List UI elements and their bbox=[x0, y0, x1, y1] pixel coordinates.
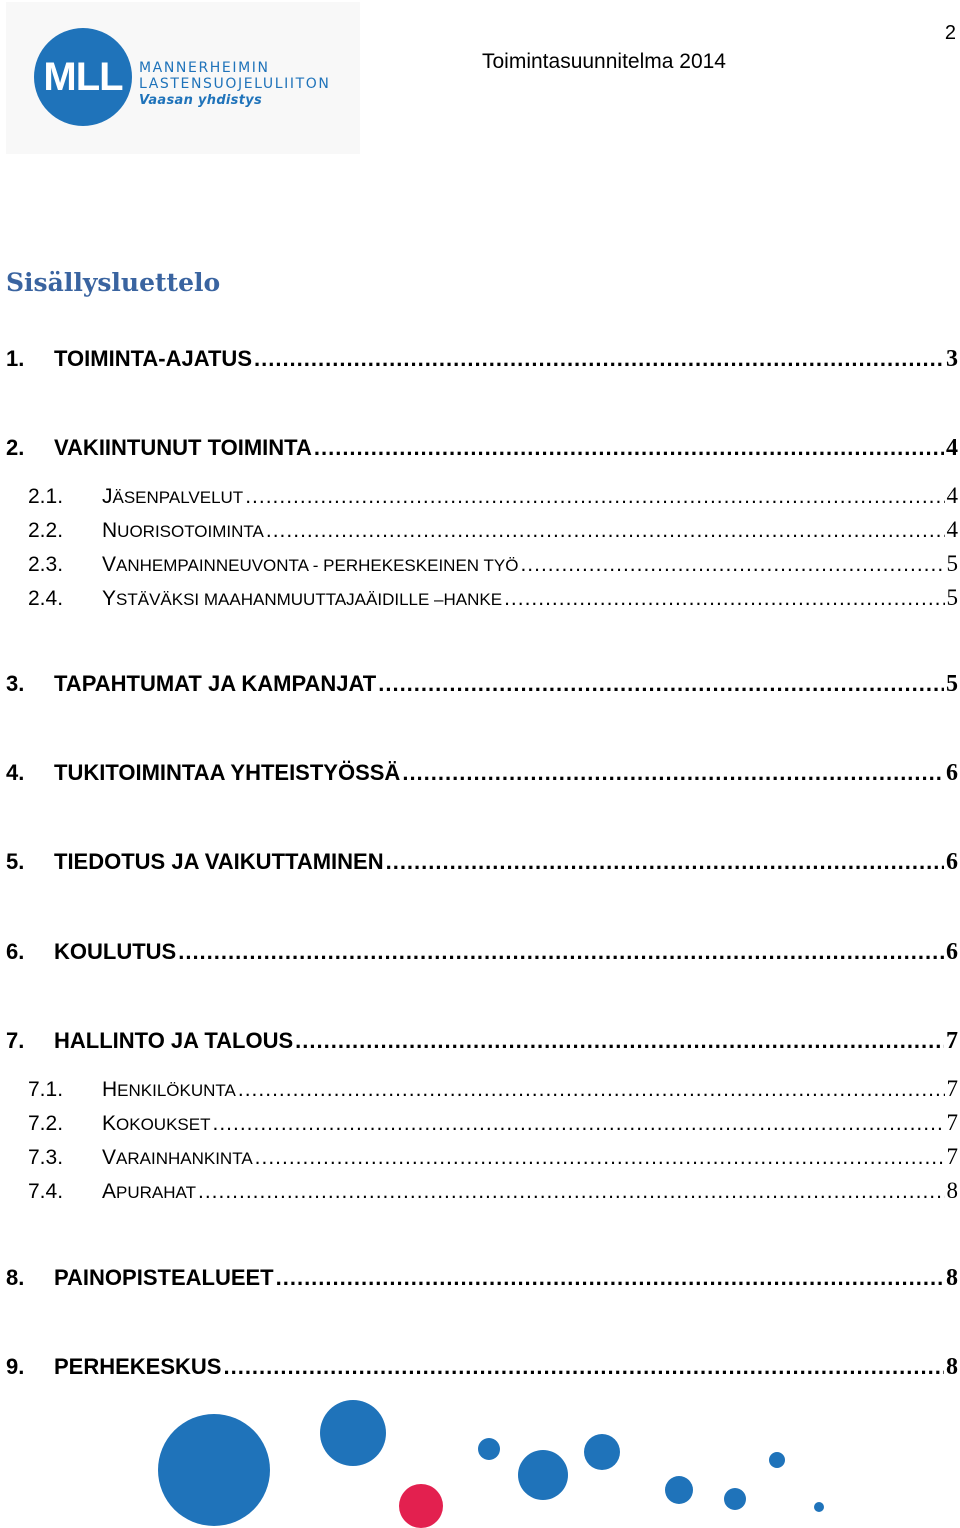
toc-heading: Sisällysluettelo bbox=[6, 268, 221, 297]
toc-dot-leader bbox=[223, 1354, 944, 1380]
toc-entry-number: 7.2. bbox=[28, 1112, 64, 1135]
toc-entry-2-3[interactable] bbox=[6, 551, 958, 577]
toc-entry-number: 2.4. bbox=[28, 587, 64, 610]
toc-dot-leader bbox=[314, 435, 944, 461]
toc-dot-leader bbox=[198, 1180, 945, 1204]
toc-entry-page: 6 bbox=[946, 849, 958, 875]
decorative-dot bbox=[814, 1502, 824, 1512]
logo-text bbox=[139, 60, 330, 110]
toc-dot-leader bbox=[520, 553, 944, 577]
toc-entry-page: 4 bbox=[946, 435, 958, 461]
toc-entry-7-1[interactable] bbox=[6, 1076, 958, 1102]
logo-abbreviation: MLL bbox=[43, 55, 123, 99]
decorative-dot bbox=[769, 1452, 785, 1468]
toc-dot-leader bbox=[212, 1112, 944, 1136]
toc-dot-leader bbox=[504, 587, 944, 611]
toc-entry-2-4[interactable] bbox=[6, 585, 958, 611]
toc-entry-title: JÄSENPALVELUT bbox=[102, 485, 244, 508]
decorative-dot bbox=[584, 1434, 620, 1470]
toc-entry-number: 3. bbox=[6, 671, 25, 696]
page-number: 2 bbox=[944, 22, 956, 44]
toc-entry-title: TUKITOIMINTAA YHTEISTYÖSSÄ bbox=[54, 760, 401, 785]
toc-entry-number: 9. bbox=[6, 1354, 25, 1379]
toc-entry-page: 5 bbox=[946, 551, 958, 576]
toc-dot-leader bbox=[386, 849, 944, 875]
toc-entry-number: 7.4. bbox=[28, 1180, 64, 1203]
toc-entry-2-2[interactable] bbox=[6, 517, 958, 543]
logo-line-3: Vaasan yhdistys bbox=[139, 93, 263, 108]
toc-entry-title: KOKOUKSET bbox=[102, 1112, 211, 1135]
decorative-dot bbox=[158, 1414, 270, 1526]
toc-entry-number: 2.2. bbox=[28, 519, 64, 542]
toc-entry-title: PAINOPISTEALUEET bbox=[54, 1265, 274, 1290]
toc-entry-title: HENKILÖKUNTA bbox=[102, 1078, 236, 1101]
toc-entry-title: APURAHAT bbox=[102, 1180, 196, 1203]
toc-dot-leader bbox=[378, 671, 944, 697]
logo-line-2: LASTENSUOJELULIITON bbox=[139, 76, 331, 92]
toc-entry-title: VAKIINTUNUT TOIMINTA bbox=[54, 435, 312, 460]
toc-entry-title: VANHEMPAINNEUVONTA - PERHEKESKEINEN TYÖ bbox=[102, 553, 519, 576]
toc-dot-leader bbox=[254, 346, 944, 372]
toc-entry-page: 8 bbox=[946, 1178, 958, 1203]
toc-entry-number: 2.3. bbox=[28, 553, 64, 576]
toc-entry-page: 7 bbox=[946, 1144, 958, 1169]
toc-entry-page: 3 bbox=[946, 346, 958, 372]
toc-entry-7-2[interactable] bbox=[6, 1110, 958, 1136]
toc-entry-number: 7.1. bbox=[28, 1078, 64, 1101]
toc-dot-leader bbox=[255, 1146, 945, 1170]
toc-entry-title: NUORISOTOIMINTA bbox=[102, 519, 264, 542]
logo-circle bbox=[34, 28, 132, 126]
toc-entry-1[interactable] bbox=[6, 346, 958, 373]
toc-entry-number: 6. bbox=[6, 939, 25, 964]
decorative-dot bbox=[665, 1476, 693, 1504]
decorative-dot bbox=[724, 1488, 746, 1510]
toc-dot-leader bbox=[402, 760, 944, 786]
organization-logo bbox=[6, 2, 360, 154]
toc-entry-2[interactable] bbox=[6, 435, 958, 462]
toc-dot-leader bbox=[238, 1078, 945, 1102]
toc-dot-leader bbox=[295, 1028, 944, 1054]
toc-entry-7-3[interactable] bbox=[6, 1144, 958, 1170]
toc-entry-7[interactable] bbox=[6, 1028, 958, 1055]
toc-entry-9[interactable] bbox=[6, 1354, 958, 1381]
toc-entry-title: TIEDOTUS JA VAIKUTTAMINEN bbox=[54, 849, 384, 874]
decorative-dot bbox=[478, 1438, 500, 1460]
toc-entry-page: 8 bbox=[946, 1265, 958, 1291]
decorative-dot bbox=[399, 1484, 443, 1528]
toc-entry-page: 6 bbox=[946, 760, 958, 786]
toc-dot-leader bbox=[276, 1265, 944, 1291]
toc-entry-number: 4. bbox=[6, 760, 25, 785]
decorative-dots bbox=[0, 1390, 960, 1528]
toc-entry-page: 4 bbox=[946, 483, 958, 508]
toc-entry-page: 4 bbox=[946, 517, 958, 542]
toc-entry-title: VARAINHANKINTA bbox=[102, 1146, 253, 1169]
toc-dot-leader bbox=[178, 939, 944, 965]
toc-entry-4[interactable] bbox=[6, 760, 958, 787]
toc-entry-2-1[interactable] bbox=[6, 483, 958, 509]
toc-entry-number: 1. bbox=[6, 346, 25, 371]
toc-entry-title: YSTÄVÄKSI MAAHANMUUTTAJAÄIDILLE –HANKE bbox=[102, 587, 503, 610]
decorative-dot bbox=[518, 1450, 568, 1500]
toc-entry-title: HALLINTO JA TALOUS bbox=[54, 1028, 294, 1053]
toc-entry-page: 7 bbox=[946, 1028, 958, 1054]
toc-dot-leader bbox=[245, 485, 944, 509]
toc-entry-6[interactable] bbox=[6, 939, 958, 966]
toc-entry-page: 5 bbox=[946, 585, 958, 610]
decorative-dot bbox=[320, 1400, 386, 1466]
toc-entry-number: 7.3. bbox=[28, 1146, 64, 1169]
document-title: Toimintasuunnitelma 2014 bbox=[482, 50, 726, 73]
toc-entry-number: 2. bbox=[6, 435, 25, 460]
toc-dot-leader bbox=[266, 519, 945, 543]
toc-entry-title: PERHEKESKUS bbox=[54, 1354, 222, 1379]
toc-entry-7-4[interactable] bbox=[6, 1178, 958, 1204]
toc-entry-title: TAPAHTUMAT JA KAMPANJAT bbox=[54, 671, 377, 696]
toc-entry-page: 6 bbox=[946, 939, 958, 965]
toc-entry-number: 8. bbox=[6, 1265, 25, 1290]
toc-entry-number: 7. bbox=[6, 1028, 25, 1053]
toc-entry-5[interactable] bbox=[6, 849, 958, 876]
logo-line-1: MANNERHEIMIN bbox=[139, 60, 270, 76]
toc-entry-3[interactable] bbox=[6, 671, 958, 698]
toc-entry-title: KOULUTUS bbox=[54, 939, 177, 964]
toc-entry-title: TOIMINTA-AJATUS bbox=[54, 346, 252, 371]
toc-entry-page: 7 bbox=[946, 1110, 958, 1135]
toc-entry-number: 5. bbox=[6, 849, 25, 874]
toc-entry-number: 2.1. bbox=[28, 485, 64, 508]
toc-entry-page: 8 bbox=[946, 1354, 958, 1380]
toc-entry-page: 7 bbox=[946, 1076, 958, 1101]
toc-entry-8[interactable] bbox=[6, 1265, 958, 1292]
toc-entry-page: 5 bbox=[946, 671, 958, 697]
